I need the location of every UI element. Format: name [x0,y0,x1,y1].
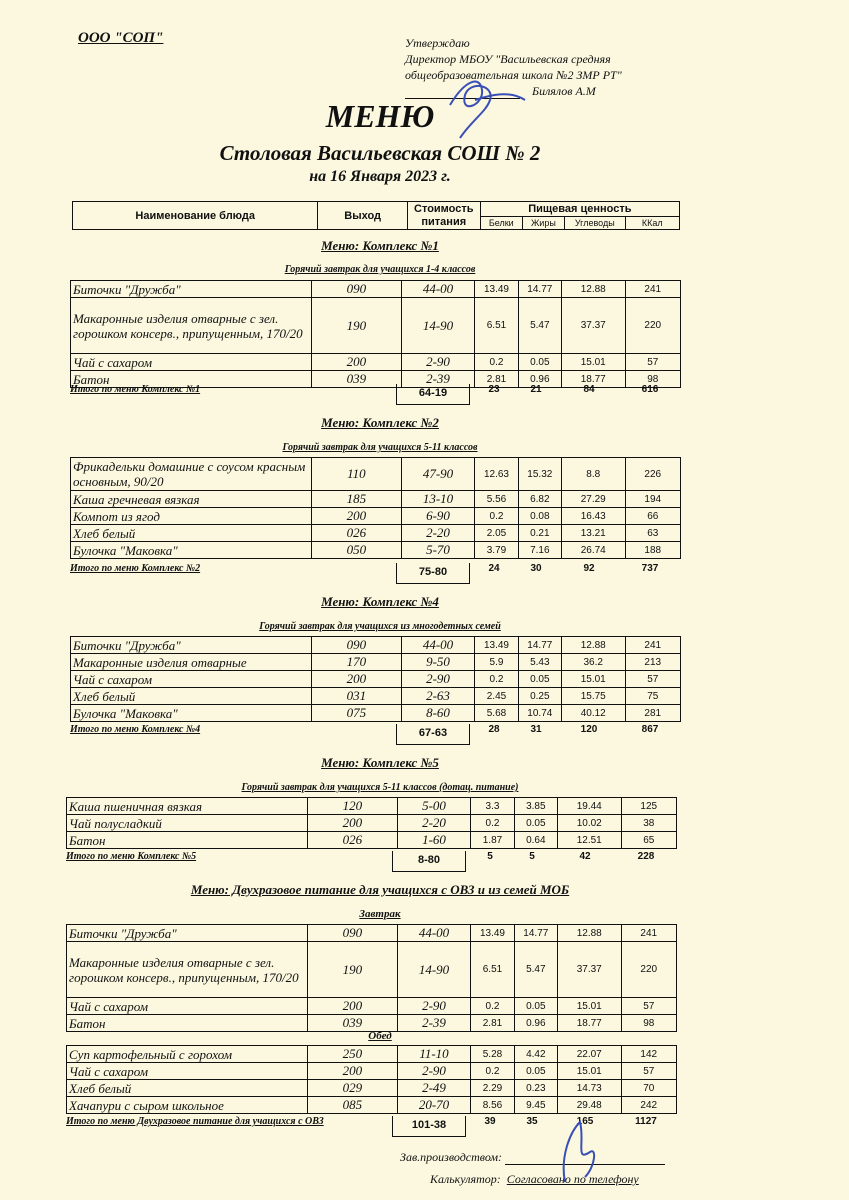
dish-name: Макаронные изделия отварные с зел. горошком консерв., припущенным, 170/20 [67,942,308,998]
complex-5-table [66,797,677,849]
menu-row [67,942,677,998]
complex-2-total [70,563,681,585]
total-label: Итого по меню Комплекс №2 [70,563,201,574]
dish-fats: 0.96 [518,371,561,388]
menu-row [67,798,677,815]
total-kcal: 737 [641,563,659,574]
dish-kcal: 213 [625,654,681,671]
header-yield: Выход [318,202,407,230]
dish-kcal: 281 [625,705,681,722]
dish-name: Фрикадельки домашние с соусом красным основным, 90/20 [71,458,312,491]
dish-fats: 0.08 [518,508,561,525]
dish-carbs: 15.01 [561,354,625,371]
menu-row [71,671,681,688]
dish-kcal: 57 [621,998,677,1015]
dish-yield: 090 [307,925,397,942]
dish-carbs: 15.75 [561,688,625,705]
dish-proteins: 2.45 [475,688,518,705]
dish-price: 44-00 [401,637,475,654]
dish-carbs: 29.48 [557,1097,621,1114]
total-proteins: 24 [488,563,500,574]
dish-name: Суп картофельный с горохом [67,1046,308,1063]
dish-proteins: 0.2 [475,671,518,688]
dish-carbs: 37.37 [561,298,625,354]
dish-kcal: 125 [621,798,677,815]
dish-fats: 0.05 [514,1063,557,1080]
dish-name: Батон [67,1015,308,1032]
header-nutrition: Пищевая ценность [480,202,679,217]
dish-proteins: 2.05 [475,525,518,542]
dish-name: Чай с сахаром [71,671,312,688]
dish-kcal: 142 [621,1046,677,1063]
total-kcal: 867 [641,724,659,735]
dish-proteins: 5.56 [475,491,518,508]
ovz-lunch-label: Обед [368,1030,392,1042]
dish-proteins: 12.63 [475,458,518,491]
menu-row [67,925,677,942]
total-kcal: 228 [637,851,655,862]
dish-proteins: 6.51 [471,942,514,998]
dish-name: Хлеб белый [71,688,312,705]
dish-yield: 200 [311,671,401,688]
dish-yield: 190 [311,298,401,354]
dish-price: 2-63 [401,688,475,705]
total-carbs: 165 [576,1116,594,1127]
dish-kcal: 98 [625,371,681,388]
dish-name: Хлеб белый [67,1080,308,1097]
dish-fats: 4.42 [514,1046,557,1063]
header-cost-line1: Стоимость [414,202,474,215]
dish-fats: 5.47 [518,298,561,354]
menu-row [71,458,681,491]
dish-price: 13-10 [401,491,475,508]
dish-kcal: 57 [625,671,681,688]
complex-5-meal: Горячий завтрак для учащихся 5-11 классов (дотац. питание) [241,782,519,793]
dish-kcal: 57 [625,354,681,371]
dish-proteins: 6.51 [475,298,518,354]
complex-2-meal: Горячий завтрак для учащихся 5-11 классов [282,442,478,453]
total-price: 8-80 [392,851,466,872]
dish-carbs: 18.77 [557,1015,621,1032]
dish-fats: 10.74 [518,705,561,722]
dish-proteins: 0.2 [475,354,518,371]
dish-price: 11-10 [397,1046,471,1063]
menu-row [71,705,681,722]
dish-yield: 250 [307,1046,397,1063]
total-proteins: 28 [488,724,500,735]
calculator-label: Калькулятор: [430,1172,501,1186]
dish-proteins: 1.87 [471,832,514,849]
menu-row [71,281,681,298]
dish-proteins: 5.68 [475,705,518,722]
header-cost [407,202,480,230]
menu-row [67,1046,677,1063]
dish-yield: 075 [311,705,401,722]
dish-kcal: 57 [621,1063,677,1080]
dish-carbs: 40.12 [561,705,625,722]
menu-row [71,491,681,508]
dish-yield: 200 [311,508,401,525]
dish-kcal: 242 [621,1097,677,1114]
dish-name: Каша гречневая вязкая [71,491,312,508]
canteen-name: Столовая Васильевская СОШ № 2 [219,141,541,165]
menu-row [71,298,681,354]
dish-name: Биточки "Дружба" [71,281,312,298]
dish-kcal: 241 [625,637,681,654]
dish-name: Биточки "Дружба" [71,637,312,654]
complex-1-title: Меню: Комплекс №1 [321,238,439,253]
dish-fats: 6.82 [518,491,561,508]
dish-price: 6-90 [401,508,475,525]
calculator-value: Согласовано по телефону [506,1172,639,1186]
dish-kcal: 241 [621,925,677,942]
complex-1-table [70,280,681,388]
dish-fats: 3.85 [514,798,557,815]
dish-fats: 0.96 [514,1015,557,1032]
total-carbs: 42 [579,851,591,862]
dish-yield: 026 [311,525,401,542]
production-signature-line [505,1164,665,1165]
dish-yield: 039 [307,1015,397,1032]
dish-proteins: 2.29 [471,1080,514,1097]
dish-fats: 0.05 [518,354,561,371]
dish-carbs: 37.37 [557,942,621,998]
dish-fats: 0.25 [518,688,561,705]
total-proteins: 23 [488,384,500,395]
organization-name: ООО "СОП" [78,30,164,46]
complex-4-meal: Горячий завтрак для учащихся из многодетных семей [259,621,501,632]
dish-carbs: 12.88 [561,281,625,298]
dish-carbs: 18.77 [561,371,625,388]
dish-fats: 0.21 [518,525,561,542]
dish-fats: 5.43 [518,654,561,671]
dish-yield: 200 [307,998,397,1015]
dish-fats: 0.64 [514,832,557,849]
menu-row [71,525,681,542]
dish-carbs: 27.29 [561,491,625,508]
complex-1-meal: Горячий завтрак для учащихся 1-4 классов [284,264,476,275]
dish-price: 1-60 [397,832,471,849]
dish-yield: 031 [311,688,401,705]
total-price: 75-80 [396,563,470,584]
approval-line-3: общеобразовательная школа №2 ЗМР РТ" [405,68,622,82]
dish-kcal: 63 [625,525,681,542]
total-kcal: 616 [641,384,659,395]
dish-proteins: 5.28 [471,1046,514,1063]
menu-row [71,688,681,705]
total-price: 67-63 [396,724,470,745]
dish-name: Каша пшеничная вязкая [67,798,308,815]
total-fats: 5 [529,851,535,862]
dish-fats: 0.05 [514,815,557,832]
dish-yield: 050 [311,542,401,559]
dish-price: 44-00 [397,925,471,942]
ovz-breakfast-label: Завтрак [359,908,401,920]
dish-proteins: 0.2 [471,998,514,1015]
production-label: Зав.производством: [400,1150,503,1164]
dish-kcal: 226 [625,458,681,491]
dish-name: Биточки "Дружба" [67,925,308,942]
approval-block [405,35,622,99]
menu-row [71,542,681,559]
dish-price: 2-90 [401,354,475,371]
dish-carbs: 15.01 [557,1063,621,1080]
dish-carbs: 36.2 [561,654,625,671]
header-dish: Наименование блюда [73,202,318,230]
dish-yield: 110 [311,458,401,491]
dish-price: 14-90 [401,298,475,354]
dish-name: Хачапури с сыром школьное [67,1097,308,1114]
dish-carbs: 15.01 [557,998,621,1015]
dish-proteins: 5.9 [475,654,518,671]
dish-name: Чай с сахаром [71,354,312,371]
dish-price: 47-90 [401,458,475,491]
dish-fats: 7.16 [518,542,561,559]
complex-4-table [70,636,681,722]
dish-price: 2-90 [401,671,475,688]
dish-price: 2-39 [397,1015,471,1032]
production-manager [400,1150,665,1165]
menu-row [67,815,677,832]
total-label: Итого по меню Комплекс №1 [70,384,201,395]
menu-row [71,354,681,371]
dish-proteins: 13.49 [475,637,518,654]
dish-carbs: 13.21 [561,525,625,542]
dish-yield: 120 [307,798,397,815]
total-carbs: 120 [580,724,598,735]
dish-name: Компот из ягод [71,508,312,525]
dish-kcal: 70 [621,1080,677,1097]
total-carbs: 92 [583,563,595,574]
dish-yield: 200 [311,354,401,371]
complex-5-total [66,851,677,873]
total-label: Итого по меню Двухразовое питание для учащихся с ОВЗ [66,1116,324,1127]
dish-proteins: 0.2 [471,1063,514,1080]
table-header [72,201,680,230]
dish-proteins: 8.56 [471,1097,514,1114]
dish-fats: 14.77 [518,637,561,654]
total-kcal: 1127 [635,1116,657,1127]
dish-proteins: 3.3 [471,798,514,815]
dish-fats: 0.05 [518,671,561,688]
total-fats: 31 [530,724,542,735]
menu-row [67,1063,677,1080]
dish-kcal: 220 [625,298,681,354]
dish-carbs: 15.01 [561,671,625,688]
dish-kcal: 65 [621,832,677,849]
total-price: 64-19 [396,384,470,405]
dish-proteins: 2.81 [475,371,518,388]
dish-fats: 0.23 [514,1080,557,1097]
dish-name: Батон [67,832,308,849]
dish-price: 9-50 [401,654,475,671]
total-proteins: 39 [484,1116,496,1127]
total-label: Итого по меню Комплекс №4 [70,724,201,735]
dish-price: 2-20 [397,815,471,832]
dish-yield: 190 [307,942,397,998]
total-fats: 30 [530,563,542,574]
complex-5-title: Меню: Комплекс №5 [321,755,439,770]
dish-fats: 5.47 [514,942,557,998]
dish-yield: 185 [311,491,401,508]
approval-line-1: Утверждаю [405,36,470,50]
dish-yield: 029 [307,1080,397,1097]
dish-price: 8-60 [401,705,475,722]
dish-yield: 170 [311,654,401,671]
dish-kcal: 98 [621,1015,677,1032]
dish-name: Батон [71,371,312,388]
dish-yield: 200 [307,1063,397,1080]
dish-carbs: 22.07 [557,1046,621,1063]
menu-row [67,998,677,1015]
header-carbs: Углеводы [564,217,625,230]
header-kcal: ККал [625,217,679,230]
dish-kcal: 188 [625,542,681,559]
dish-carbs: 12.88 [561,637,625,654]
dish-price: 2-90 [397,1063,471,1080]
dish-fats: 9.45 [514,1097,557,1114]
menu-row [67,1015,677,1032]
menu-date: на 16 Января 2023 г. [309,168,451,185]
dish-kcal: 220 [621,942,677,998]
complex-4-title: Меню: Комплекс №4 [321,594,439,609]
dish-fats: 15.32 [518,458,561,491]
dish-kcal: 38 [621,815,677,832]
header-fats: Жиры [522,217,564,230]
ovz-title: Меню: Двухразовое питание для учащихся с ОВЗ и из семей МОБ [190,882,570,897]
menu-row [71,654,681,671]
dish-fats: 14.77 [514,925,557,942]
total-fats: 35 [526,1116,538,1127]
dish-kcal: 66 [625,508,681,525]
dish-yield: 039 [311,371,401,388]
header-proteins: Белки [480,217,522,230]
page-title: МЕНЮ [325,98,435,134]
ovz-total [66,1116,677,1138]
dish-name: Чай с сахаром [67,1063,308,1080]
total-price: 101-38 [392,1116,466,1137]
dish-name: Булочка "Маковка" [71,542,312,559]
dish-carbs: 26.74 [561,542,625,559]
dish-price: 14-90 [397,942,471,998]
dish-price: 2-49 [397,1080,471,1097]
dish-price: 2-20 [401,525,475,542]
dish-name: Чай с сахаром [67,998,308,1015]
header-cost-line2: питания [421,215,467,228]
dish-yield: 026 [307,832,397,849]
dish-proteins: 3.79 [475,542,518,559]
total-proteins: 5 [487,851,493,862]
menu-row [67,1097,677,1114]
dish-fats: 14.77 [518,281,561,298]
dish-proteins: 13.49 [475,281,518,298]
dish-yield: 085 [307,1097,397,1114]
dish-name: Макаронные изделия отварные с зел. горошком консерв., припущенным, 170/20 [71,298,312,354]
complex-2-table [70,457,681,559]
dish-proteins: 2.81 [471,1015,514,1032]
dish-name: Хлеб белый [71,525,312,542]
dish-yield: 090 [311,637,401,654]
dish-kcal: 194 [625,491,681,508]
dish-price: 44-00 [401,281,475,298]
menu-row [71,637,681,654]
dish-price: 5-70 [401,542,475,559]
total-fats: 21 [530,384,542,395]
dish-carbs: 19.44 [557,798,621,815]
menu-row [71,508,681,525]
dish-carbs: 14.73 [557,1080,621,1097]
approval-line-2: Директор МБОУ "Васильевская средняя [405,52,611,66]
dish-price: 2-90 [397,998,471,1015]
menu-row [67,832,677,849]
dish-name: Булочка "Маковка" [71,705,312,722]
dish-kcal: 241 [625,281,681,298]
dish-proteins: 0.2 [471,815,514,832]
ovz-lunch-table [66,1045,677,1114]
dish-kcal: 75 [625,688,681,705]
dish-carbs: 8.8 [561,458,625,491]
dish-carbs: 12.51 [557,832,621,849]
approval-signer: Билялов А.М [532,84,596,98]
total-label: Итого по меню Комплекс №5 [66,851,197,862]
total-carbs: 84 [583,384,595,395]
dish-price: 20-70 [397,1097,471,1114]
dish-yield: 090 [311,281,401,298]
calculator [430,1172,639,1187]
dish-price: 5-00 [397,798,471,815]
complex-4-total [70,724,681,746]
dish-yield: 200 [307,815,397,832]
dish-fats: 0.05 [514,998,557,1015]
dish-carbs: 12.88 [557,925,621,942]
dish-carbs: 16.43 [561,508,625,525]
complex-2-title: Меню: Комплекс №2 [321,415,439,430]
dish-name: Макаронные изделия отварные [71,654,312,671]
dish-name: Чай полусладкий [67,815,308,832]
dish-price: 2-39 [401,371,475,388]
complex-1-total [70,384,681,406]
menu-row [67,1080,677,1097]
dish-carbs: 10.02 [557,815,621,832]
ovz-breakfast-table [66,924,677,1032]
dish-proteins: 0.2 [475,508,518,525]
dish-proteins: 13.49 [471,925,514,942]
